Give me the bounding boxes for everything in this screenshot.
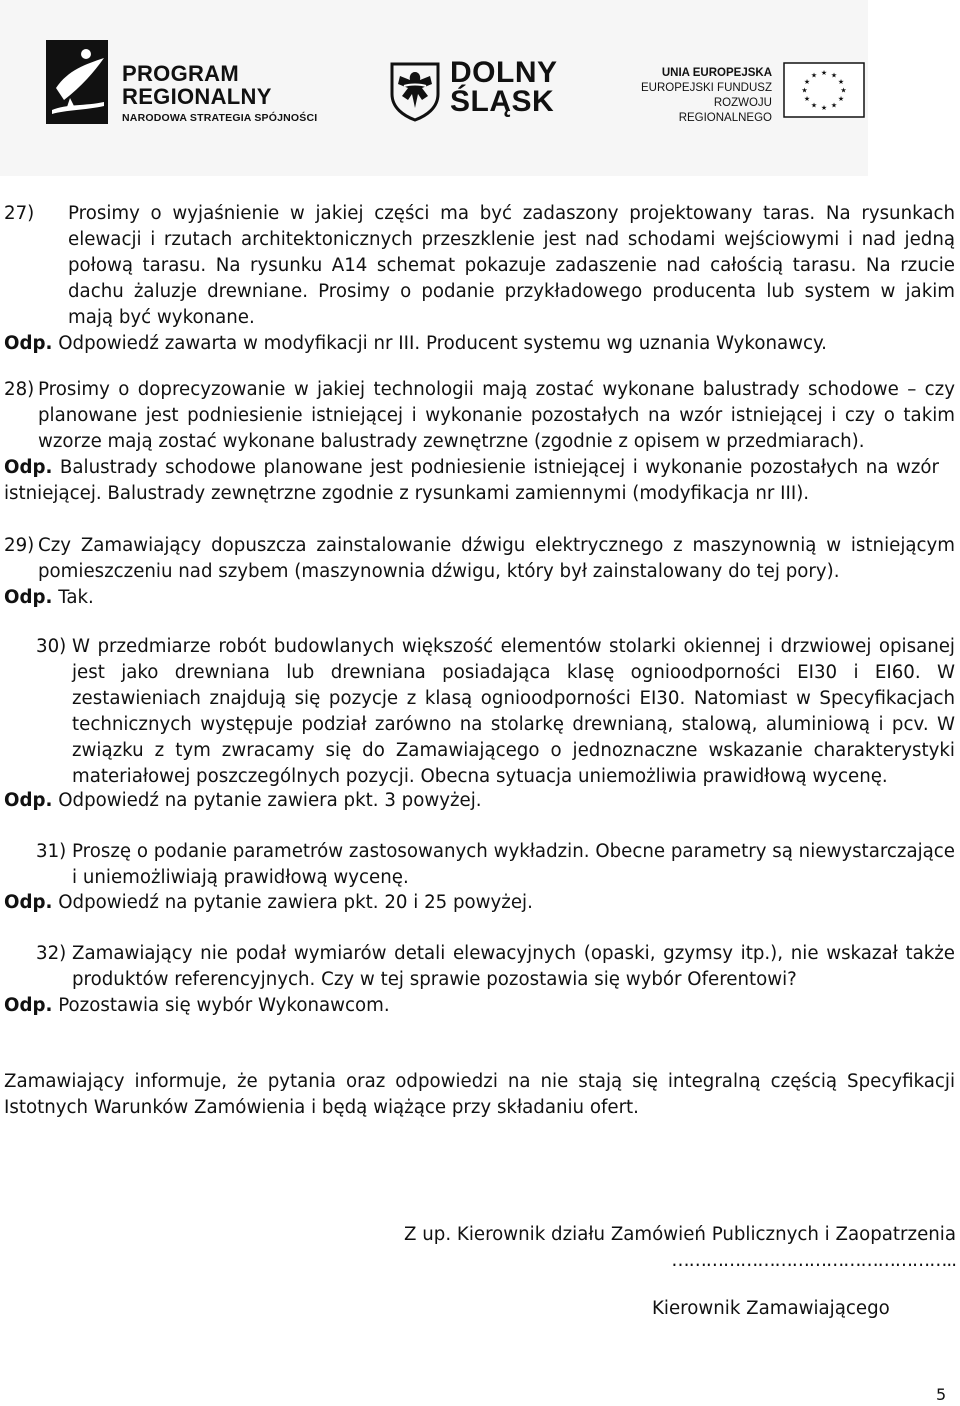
answer-29: [4, 585, 955, 611]
question-32: [38, 941, 955, 993]
svg-text:★: ★: [820, 104, 828, 112]
svg-text:★: ★: [803, 78, 811, 86]
svg-text:★: ★: [830, 71, 838, 80]
item-number: 32): [36, 943, 67, 964]
answer-text: Odpowiedź zawarta w modyfikacji nr III. Producent systemu wg uznania Wykonawcy.: [58, 333, 827, 354]
answer-text: Pozostawia się wybór Wykonawcom.: [58, 995, 390, 1016]
answer-text: Balustrady schodowe planowane jest podniesienie istniejącej i wykonanie pozostałych na wzór istniejącej. Balustrady zewnętrzne zgodnie z rysunkami zamiennymi (modyfikacja nr III).: [4, 457, 939, 504]
dolny-slask-eagle-icon: [390, 60, 440, 122]
answer-label: Odp.: [4, 995, 53, 1016]
program-regionalny-logo-text: [122, 62, 317, 124]
question-31: [38, 839, 955, 891]
signature-line2: Kierownik Zamawiającego: [652, 1298, 890, 1319]
closing-statement: Zamawiający informuje, że pytania oraz odpowiedzi na nie stają się integralną częścią Specyfikacji Istotnych Warunków Zamówienia i będą wiążące przy składaniu ofert.: [4, 1071, 955, 1118]
answer-label: Odp.: [4, 892, 53, 913]
item-number: 30): [36, 636, 67, 657]
svg-text:★: ★: [840, 86, 847, 95]
svg-text:★: ★: [837, 78, 845, 86]
question-text: Prosimy o doprecyzowanie w jakiej technologii mają zostać wykonane balustrady schodowe – czy planowane jest podniesienie istniejącej i wykonanie pozostałych na wzór istniejącej i czy o takim wzorze mają zostać wykonane balustrady zewnętrzne (zgodnie z opisem w przedmiarach).: [38, 379, 955, 452]
question-28: [4, 377, 955, 455]
page-number: 5: [936, 1385, 947, 1404]
signature-line1: Z up. Kierownik działu Zamówień Publicznych i Zaopatrzenia: [404, 1224, 956, 1245]
answer-30: [4, 788, 955, 814]
question-text: W przedmiarze robót budowlanych większość elementów stolarki okiennej i drzwiowej opisanej jest jako drewniana lub drewniana posiadająca klasę ognioodporności EI30 i EI60. W zestawieniach znajdują się pozycje z klasą ognioodporności EI30. Natomiast w Specyfikacjach technicznych występuje podział zarówno na stolarkę drewnianą, stalową, aluminiową i pcv. W związku z tym zwracamy się do Zamawiającego o jednoznaczne wskazanie charakterystyki materiałowej poszczególnych pozycji. Obecna sytuacja uniemożliwia prawidłową wycenę.: [72, 636, 955, 787]
answer-label: Odp.: [4, 457, 53, 478]
eu-line3: ROZWOJU REGIONALNEGO: [678, 97, 772, 124]
answer-27: [4, 331, 955, 357]
question-27: [4, 201, 955, 331]
question-text: Czy Zamawiający dopuszcza zainstalowanie dźwigu elektrycznego z maszynownią w istniejącym pomieszczeniu nad szybem (maszynownia dźwigu, który był zainstalowany do tej pory).: [38, 535, 955, 582]
question-text: Prosimy o wyjaśnienie w jakiej części ma być zadaszony projektowany taras. Na rysunkach elewacji i rzutach architektonicznych przeszklenie jest nad schodami wejściowymi i nad jedną połową tarasu. Na rysunku A14 schemat pokazuje zadaszenie nad całością tarasu. Na rzucie dachu żaluzje drewniane. Prosimy o podanie przykładowego producenta lub system w jakim mają być wykonane.: [68, 203, 955, 328]
answer-text: Odpowiedź na pytanie zawiera pkt. 20 i 25 powyżej.: [58, 892, 533, 913]
item-number: 28): [4, 379, 35, 400]
question-30: [38, 634, 955, 790]
program-regionalny-emblem: [46, 40, 108, 124]
answer-32: [4, 993, 955, 1019]
dolny-slask-logo-text: [450, 58, 558, 116]
program-line1: PROGRAM: [122, 61, 239, 86]
question-29: [4, 533, 955, 585]
answer-label: Odp.: [4, 587, 53, 608]
item-number: 27): [4, 203, 35, 224]
program-line3: NARODOWA STRATEGIA SPÓJNOŚCI: [122, 112, 318, 124]
eu-line2: EUROPEJSKI FUNDUSZ: [641, 82, 772, 94]
eu-line1: UNIA EUROPEJSKA: [661, 67, 772, 79]
answer-text: Tak.: [58, 587, 94, 608]
answer-label: Odp.: [4, 333, 53, 354]
eu-fund-logo-text: [634, 66, 772, 126]
answer-label: Odp.: [4, 790, 53, 811]
region-line2: ŚLĄSK: [450, 85, 555, 118]
svg-text:★: ★: [810, 71, 818, 80]
svg-text:★: ★: [820, 69, 828, 77]
svg-text:★: ★: [810, 101, 818, 110]
svg-text:★: ★: [837, 95, 845, 103]
answer-31: [4, 890, 955, 916]
item-number: 31): [36, 841, 67, 862]
signature-dots: …………………………………………..: [671, 1250, 956, 1271]
svg-text:★: ★: [803, 95, 811, 103]
question-text: Zamawiający nie podał wymiarów detali elewacyjnych (opaski, gzymsy itp.), nie wskazał także produktów referencyjnych. Czy w tej sprawie pozostawia się wybór Oferentowi?: [72, 943, 955, 990]
answer-28: [4, 455, 939, 507]
svg-text:★: ★: [830, 101, 838, 110]
answer-text: Odpowiedź na pytanie zawiera pkt. 3 powyżej.: [58, 790, 482, 811]
region-line1: DOLNY: [450, 56, 558, 89]
svg-text:★: ★: [801, 86, 808, 95]
question-text: Proszę o podanie parametrów zastosowanych wykładzin. Obecne parametry są niewystarczające i uniemożliwiają prawidłową wycenę.: [72, 841, 955, 888]
eu-flag-icon: [783, 62, 865, 118]
program-line2: REGIONALNY: [122, 84, 272, 109]
item-number: 29): [4, 535, 35, 556]
